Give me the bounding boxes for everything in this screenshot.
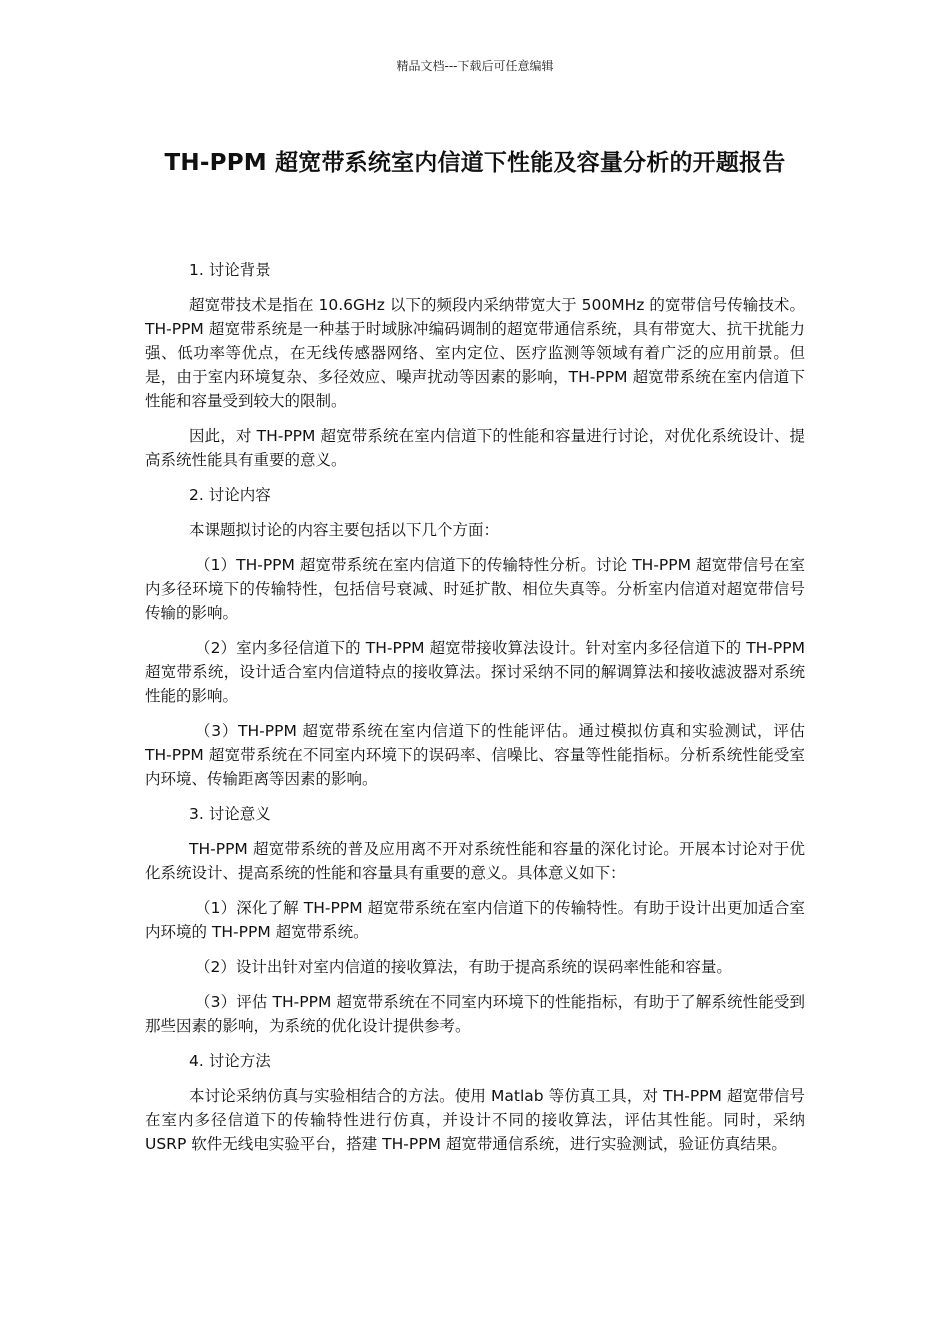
section-heading-background: 1. 讨论背景 bbox=[189, 261, 271, 279]
list-item: （1）TH-PPM 超宽带系统在室内信道下的传输特性分析。讨论 TH-PPM 超宽带信号在室内多径环境下的传输特性，包括信号衰减、时延扩散、相位失真等。分析室内信道对超宽带信号传输的影响。 bbox=[145, 556, 805, 622]
list-item: （3）TH-PPM 超宽带系统在室内信道下的性能评估。通过模拟仿真和实验测试，评估 TH-PPM 超宽带系统在不同室内环境下的误码率、信噪比、容量等性能指标。分析系统性能受室内环境、传输距离等因素的影响。 bbox=[145, 722, 805, 788]
page-header: 精品文档---下载后可任意编辑 bbox=[396, 59, 554, 73]
paragraph: 超宽带技术是指在 10.6GHz 以下的频段内采纳带宽大于 500MHz 的宽带信号传输技术。TH-PPM 超宽带系统是一种基于时域脉冲编码调制的超宽带通信系统，具有带宽大、抗干扰能力强、低功率等优点，在无线传感器网络、室内定位、医疗监测等领域有着广泛的应用前景。但是，由于室内环境复杂、多径效应、噪声扰动等因素的影响，TH-PPM 超宽带系统在室内信道下性能和容量受到较大的限制。 bbox=[145, 296, 805, 410]
list-item: （1）深化了解 TH-PPM 超宽带系统在室内信道下的传输特性。有助于设计出更加适合室内环境的 TH-PPM 超宽带系统。 bbox=[145, 899, 805, 941]
list-item: （2）室内多径信道下的 TH-PPM 超宽带接收算法设计。针对室内多径信道下的 TH-PPM 超宽带系统，设计适合室内信道特点的接收算法。探讨采纳不同的解调算法和接收滤波器对系统性能的影响。 bbox=[145, 639, 805, 705]
paragraph: 本讨论采纳仿真与实验相结合的方法。使用 Matlab 等仿真工具，对 TH-PPM 超宽带信号在室内多径信道下的传输特性进行仿真，并设计不同的接收算法，评估其性能。同时，采纳 USRP 软件无线电实验平台，搭建 TH-PPM 超宽带通信系统，进行实验测试，验证仿真结果。 bbox=[145, 1087, 805, 1153]
document-body bbox=[145, 258, 805, 1167]
paragraph: TH-PPM 超宽带系统的普及应用离不开对系统性能和容量的深化讨论。开展本讨论对于优化系统设计、提高系统的性能和容量具有重要的意义。具体意义如下： bbox=[145, 840, 805, 882]
section-heading-method: 4. 讨论方法 bbox=[189, 1052, 271, 1070]
paragraph: 本课题拟讨论的内容主要包括以下几个方面： bbox=[189, 521, 500, 539]
paragraph: 因此，对 TH-PPM 超宽带系统在室内信道下的性能和容量进行讨论，对优化系统设计、提高系统性能具有重要的意义。 bbox=[145, 427, 805, 469]
document-title: TH-PPM 超宽带系统室内信道下性能及容量分析的开题报告 bbox=[164, 150, 786, 176]
section-heading-significance: 3. 讨论意义 bbox=[189, 805, 271, 823]
list-item: （2）设计出针对室内信道的接收算法，有助于提高系统的误码率性能和容量。 bbox=[195, 958, 732, 976]
section-heading-content: 2. 讨论内容 bbox=[189, 486, 271, 504]
list-item: （3）评估 TH-PPM 超宽带系统在不同室内环境下的性能指标，有助于了解系统性能受到那些因素的影响，为系统的优化设计提供参考。 bbox=[145, 993, 805, 1035]
